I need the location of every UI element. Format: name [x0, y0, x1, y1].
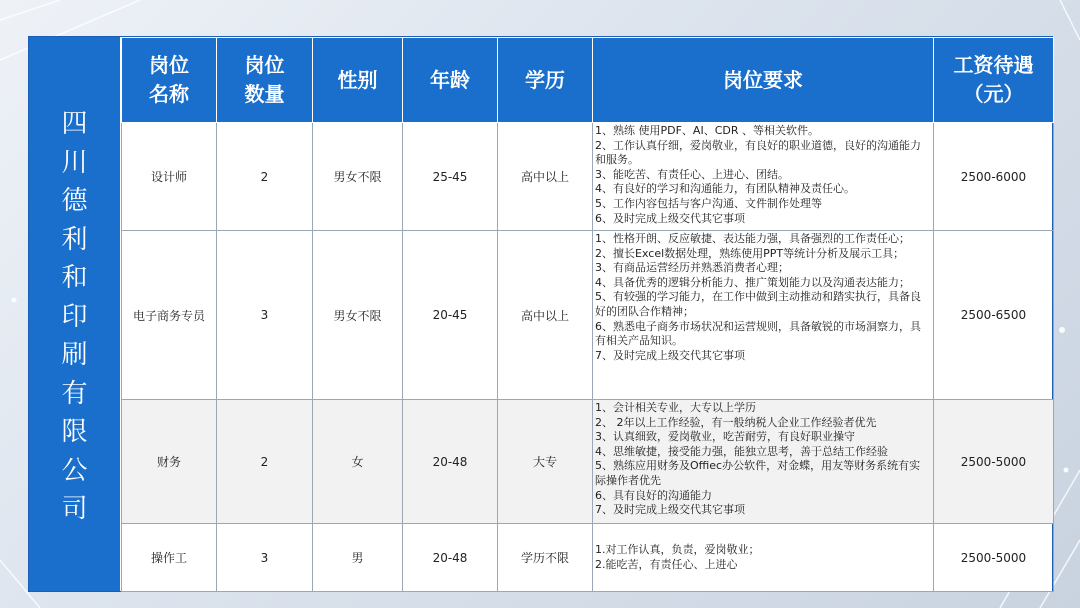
- company-name-char: 利: [61, 224, 88, 255]
- requirement-line: 4、具备优秀的逻辑分析能力、推广策划能力以及沟通表达能力；: [595, 275, 910, 289]
- requirement-line: 2、 2年以上工作经验，有一般纳税人企业工作经验者优先: [595, 415, 877, 429]
- company-name-char: 刷: [61, 340, 88, 370]
- requirements-cell: [593, 231, 934, 400]
- table-row: [122, 524, 1054, 592]
- salary: 2500-5000: [934, 400, 1054, 524]
- header-salary: 工资待遇 （元）: [934, 38, 1054, 123]
- company-name-char: 印: [61, 301, 88, 332]
- header-education: 学历: [498, 38, 593, 123]
- requirement-line: 6、及时完成上级交代其它事项: [595, 211, 745, 225]
- salary: 2500-5000: [934, 524, 1054, 592]
- requirement-line: 2、工作认真仔细，爱岗敬业，有良好的职业道德，良好的沟通能力和服务。: [595, 138, 921, 167]
- requirement-line: 4、思维敏捷，接受能力强，能独立思考，善于总结工作经验: [595, 444, 888, 458]
- education: 大专: [498, 400, 593, 524]
- education: 学历不限: [498, 524, 593, 592]
- header-age: 年龄: [403, 38, 498, 123]
- table-row: [122, 400, 1054, 524]
- requirements-cell: [593, 123, 934, 231]
- table-row: [122, 123, 1054, 231]
- gender: 男女不限: [313, 231, 403, 400]
- salary: 2500-6000: [934, 123, 1054, 231]
- company-name-char: 司: [61, 494, 88, 524]
- header-position-count: 岗位 数量: [217, 38, 313, 123]
- requirements-cell: [593, 524, 934, 592]
- gender: 女: [313, 400, 403, 524]
- position-name: 电子商务专员: [122, 231, 217, 400]
- requirement-line: 7、及时完成上级交代其它事项: [595, 348, 745, 362]
- age-range: 20-48: [403, 400, 498, 524]
- table-header-row: [122, 38, 1054, 123]
- header-position-name: 岗位 名称: [122, 38, 217, 123]
- age-range: 20-45: [403, 231, 498, 400]
- education: 高中以上: [498, 123, 593, 231]
- position-count: 2: [217, 123, 313, 231]
- requirement-line: 3、认真细致，爱岗敬业，吃苦耐劳，有良好职业操守: [595, 430, 855, 444]
- gender: 男: [313, 524, 403, 592]
- requirement-line: 6、熟悉电子商务市场状况和运营规则，具备敏锐的市场洞察力，具有相关产品知识。: [595, 319, 921, 348]
- position-count: 2: [217, 400, 313, 524]
- table-row: [122, 231, 1054, 400]
- requirement-line: 5、工作内容包括与客户沟通、文件制作处理等: [595, 196, 822, 210]
- requirement-line: 6、具有良好的沟通能力: [595, 488, 712, 502]
- position-name: 财务: [122, 400, 217, 524]
- company-name-char: 川: [61, 147, 88, 178]
- requirements-cell: [593, 400, 934, 524]
- requirement-line: 5、有较强的学习能力，在工作中做到主动推动和踏实执行，具备良好的团队合作精神；: [595, 290, 921, 318]
- requirement-line: 4、有良好的学习和沟通能力，有团队精神及责任心。: [595, 182, 855, 196]
- company-name-char: 德: [61, 186, 88, 216]
- header-gender: 性别: [313, 38, 403, 123]
- position-count: 3: [217, 524, 313, 592]
- salary: 2500-6500: [934, 231, 1054, 400]
- company-name-char: 四: [61, 109, 88, 139]
- position-count: 3: [217, 231, 313, 400]
- requirement-line: 5、熟练应用财务及Offiec办公软件，对金蝶，用友等财务系统有实际操作者优先: [595, 459, 921, 487]
- age-range: 20-48: [403, 524, 498, 592]
- requirement-line: 2.能吃苦，有责任心、上进心: [595, 558, 738, 571]
- job-table: [121, 37, 1054, 592]
- education: 高中以上: [498, 231, 593, 400]
- position-name: 操作工: [122, 524, 217, 592]
- requirement-line: 3、能吃苦、有责任心、上进心、团结。: [595, 167, 789, 181]
- recruitment-table-frame: [28, 36, 1053, 592]
- requirement-line: 7、及时完成上级交代其它事项: [595, 503, 745, 517]
- header-requirements: 岗位要求: [593, 38, 934, 123]
- company-name-char: 限: [61, 417, 88, 447]
- requirement-line: 1、熟练 使用PDF、AI、CDR 、等相关软件。: [595, 124, 819, 137]
- gender: 男女不限: [313, 123, 403, 231]
- age-range: 25-45: [403, 123, 498, 231]
- requirement-line: 1、会计相关专业，大专以上学历: [595, 401, 756, 414]
- company-name-char: 公: [61, 455, 88, 486]
- company-name-char: 有: [61, 378, 88, 409]
- requirement-line: 1、性格开朗、反应敏捷、表达能力强，具备强烈的工作责任心；: [595, 232, 910, 245]
- requirement-line: 3、有商品运营经历并熟悉消费者心理；: [595, 261, 789, 275]
- company-name-char: 和: [61, 263, 88, 293]
- requirement-line: 2、擅长Excel数据处理，熟练使用PPT等统计分析及展示工具；: [595, 246, 905, 260]
- position-name: 设计师: [122, 123, 217, 231]
- company-name-banner: [29, 37, 121, 591]
- requirement-line: 1.对工作认真，负责，爱岗敬业；: [595, 543, 760, 557]
